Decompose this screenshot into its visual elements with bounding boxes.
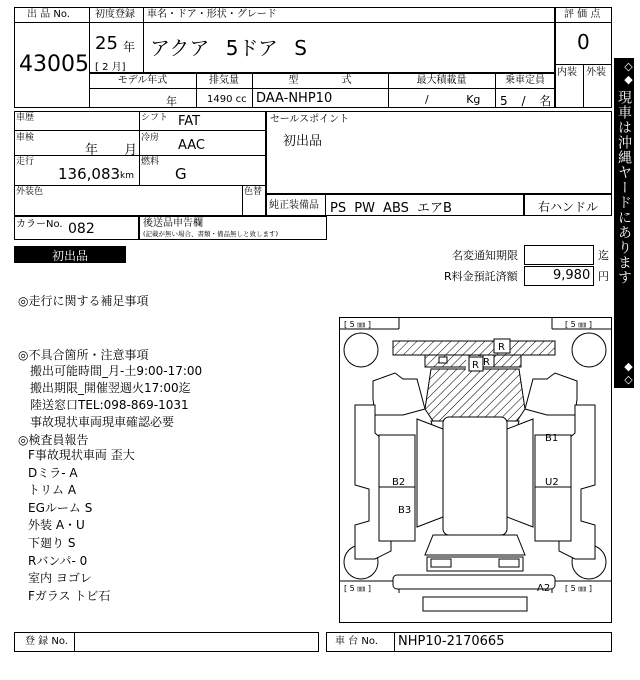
score-label: 評 価 点 xyxy=(564,9,601,20)
score-value: 0 xyxy=(577,30,590,54)
mileage-unit: km xyxy=(120,171,134,181)
max-load-value: / Kg xyxy=(425,93,481,106)
aftermarket-label: 後送品申告欄 xyxy=(143,218,203,229)
inspection-label: 車検 xyxy=(16,133,35,143)
displacement-value: 1490 cc xyxy=(207,94,247,105)
lot-number: 43005 xyxy=(19,52,89,77)
damage-mark: B2 xyxy=(392,477,406,488)
damage-mark: B3 xyxy=(398,505,412,516)
repair-mark: R xyxy=(498,342,505,353)
inspector-lines xyxy=(28,447,135,605)
right-rear-door xyxy=(535,487,571,541)
shift-label: シフト xyxy=(141,113,169,123)
defect-line: 陸送窓口TEL:098-869-1031 xyxy=(30,398,189,412)
color-no-value: 082 xyxy=(68,221,95,237)
front-right-wheel xyxy=(572,333,606,367)
first-reg-month: [ 2 月] xyxy=(95,62,126,73)
ac-label: 冷房 xyxy=(141,133,160,143)
lot-label: 出 品 No. xyxy=(27,9,70,20)
exterior-label: 外装 xyxy=(586,67,606,78)
repair-mark: R xyxy=(472,360,479,371)
recycle-label: R料金預託済額 xyxy=(444,270,518,283)
mileage-value: 136,083 xyxy=(58,165,121,183)
car-damage-diagram xyxy=(339,317,612,623)
inspector-line: EGルーム S xyxy=(28,500,93,515)
repair-mark: R xyxy=(483,357,490,368)
fuel-label: 燃料 xyxy=(141,157,160,167)
history-label: 車歴 xyxy=(16,113,35,123)
sales-point-label: セールスポイント xyxy=(270,114,350,125)
color-change-label: 色替 xyxy=(244,187,263,197)
side-banner-text: 現車は沖縄ヤードにあります xyxy=(616,90,632,285)
inspector-line: Dミラ- A xyxy=(28,465,78,480)
damage-mark: U2 xyxy=(545,477,559,488)
first-listing-badge-text: 初出品 xyxy=(51,249,88,263)
fuel-value: G xyxy=(175,165,187,183)
roof xyxy=(443,417,507,535)
capacity-label: 乗車定員 xyxy=(505,75,545,86)
max-load-label: 最大積載量 xyxy=(416,75,467,86)
sales-point-value: 初出品 xyxy=(283,134,323,149)
rear-valance xyxy=(423,597,527,611)
defect-line: 搬出期限_開催翌週火17:00迄 xyxy=(30,381,191,395)
defect-line: 事故現状車両現車確認必要 xyxy=(30,415,175,429)
details-block xyxy=(14,111,266,216)
hood xyxy=(425,369,525,421)
damage-mark: B1 xyxy=(545,433,559,444)
side-banner-diamond-bottom: ◆◇ xyxy=(622,360,635,386)
type-value: DAA-NHP10 xyxy=(256,91,333,106)
equipment-value: PS PW ABS エアB xyxy=(330,201,452,216)
chassis-label: 車 台 No. xyxy=(335,636,378,647)
recycle-unit: 円 xyxy=(598,270,609,283)
year-unit: 年 xyxy=(123,40,136,54)
car-name-value: アクア 5ドア S xyxy=(150,36,307,60)
inspection-value: 年 月 xyxy=(85,143,138,158)
inspector-line: 室内 ヨゴレ xyxy=(28,571,92,586)
first-reg-label: 初度登録 xyxy=(95,9,135,20)
name-change-deadline-box xyxy=(524,245,594,265)
rear-window xyxy=(425,535,525,555)
side-banner-diamond-top: ◇◆ xyxy=(622,60,635,86)
right-a-pillar xyxy=(507,419,533,527)
capacity-value: 5 / 名 xyxy=(500,94,552,108)
rear-bumper xyxy=(393,575,555,589)
mileage-label: 走行 xyxy=(16,157,35,167)
defect-line: 搬出可能時間_月-土9:00-17:00 xyxy=(30,364,203,378)
interior-label: 内装 xyxy=(557,67,577,78)
damage-mark: A2 xyxy=(537,583,551,594)
car-name-label: 車名・ドア・形状・グレード xyxy=(147,9,277,20)
inspector-title: ◎検査員報告 xyxy=(18,433,89,447)
shift-value: FAT xyxy=(178,114,201,129)
name-change-deadline-label: 名変通知期限 xyxy=(452,249,518,262)
registration-label: 登 録 No. xyxy=(25,636,68,647)
color-no-label: カラーNo. xyxy=(16,219,63,230)
equipment-label: 純正装備品 xyxy=(269,200,319,211)
displacement-label: 排気量 xyxy=(209,75,239,86)
tire-label-front-right: [ 5 ㎜ ] xyxy=(565,320,592,329)
chassis-value: NHP10-2170665 xyxy=(398,634,505,649)
front-left-wheel xyxy=(344,333,378,367)
tire-label-rear-right: [ 5 ㎜ ] xyxy=(565,584,592,593)
defects-lines xyxy=(30,363,202,431)
front-right-fender xyxy=(525,373,577,415)
inspector-line: F事故現状車両 歪大 xyxy=(28,448,135,462)
first-reg-year: 25 xyxy=(95,33,118,54)
driving-remarks-title: ◎走行に関する補足事項 xyxy=(18,294,149,308)
inspector-line: 下廻り S xyxy=(28,535,76,550)
aftermarket-note: (記載が無い場合、書類・備品無しと致します) xyxy=(143,230,279,238)
inspector-line: Fガラス トビ石 xyxy=(28,588,111,603)
inspector-line: 外装 A・U xyxy=(28,518,85,533)
left-a-pillar xyxy=(417,419,443,527)
inspector-line: トリム A xyxy=(28,483,77,498)
defects-title: ◎不具合箇所・注意事項 xyxy=(18,348,149,362)
front-left-fender xyxy=(373,373,425,415)
tire-label-front-left: [ 5 ㎜ ] xyxy=(344,320,371,329)
tire-label-rear-left: [ 5 ㎜ ] xyxy=(344,584,371,593)
front-bumper xyxy=(393,341,555,355)
type-label: 型 式 xyxy=(288,75,352,86)
recycle-value: 9,980 xyxy=(553,268,591,283)
ac-value: AAC xyxy=(178,138,205,153)
name-change-deadline-unit: 迄 xyxy=(598,249,609,262)
handle-value: 右ハンドル xyxy=(537,200,598,214)
exterior-color-label: 外装色 xyxy=(16,187,44,197)
inspector-line: Rバンパ- 0 xyxy=(28,553,88,568)
model-year-unit: 年 xyxy=(166,95,177,108)
model-year-label: モデル年式 xyxy=(117,75,168,86)
